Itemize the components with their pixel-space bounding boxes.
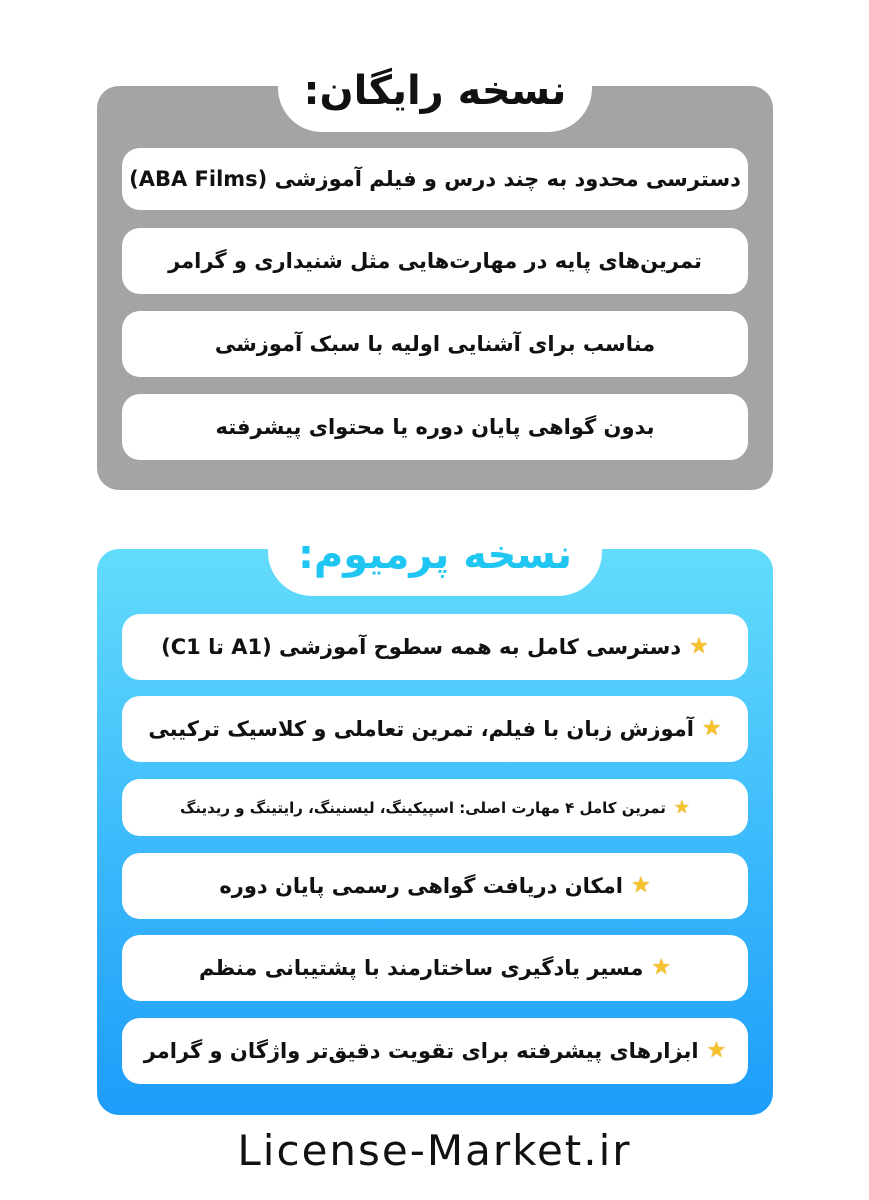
free-feature-text: دسترسی محدود به چند درس و فیلم آموزشی (ABA Films) bbox=[129, 167, 741, 191]
star-icon: ★ bbox=[651, 955, 672, 980]
premium-feature-item bbox=[122, 1018, 748, 1084]
free-feature-item bbox=[122, 228, 748, 294]
free-feature-text: بدون گواهی پایان دوره یا محتوای پیشرفته bbox=[215, 415, 655, 439]
premium-feature-text: آموزش زبان با فیلم، تمرین تعاملی و کلاسیک ترکیبی bbox=[148, 717, 694, 741]
premium-feature-text: مسیر یادگیری ساختارمند با پشتیبانی منظم bbox=[198, 956, 644, 980]
premium-feature-item bbox=[122, 935, 748, 1001]
free-feature-text: مناسب برای آشنایی اولیه با سبک آموزشی bbox=[214, 332, 656, 356]
star-icon: ★ bbox=[630, 873, 651, 898]
premium-feature-text: ابزارهای پیشرفته برای تقویت دقیق‌تر واژگان و گرامر bbox=[143, 1039, 699, 1063]
free-feature-item bbox=[122, 311, 748, 377]
free-feature-item bbox=[122, 394, 748, 460]
premium-feature-item bbox=[122, 779, 748, 836]
free-feature-text: تمرین‌های پایه در مهارت‌هایی مثل شنیداری و گرامر bbox=[168, 249, 702, 273]
free-plan-header bbox=[278, 50, 592, 132]
premium-feature-item bbox=[122, 696, 748, 762]
free-feature-item bbox=[122, 148, 748, 210]
premium-feature-text: تمرین کامل ۴ مهارت اصلی: اسپیکینگ، لیسنینگ، رایتینگ و ریدینگ bbox=[179, 798, 666, 817]
premium-feature-text: دسترسی کامل به همه سطوح آموزشی (A1 تا C1) bbox=[161, 635, 682, 659]
premium-plan-header bbox=[268, 514, 602, 596]
star-icon: ★ bbox=[701, 716, 722, 741]
star-icon: ★ bbox=[673, 796, 691, 818]
premium-feature-item bbox=[122, 853, 748, 919]
premium-feature-text: امکان دریافت گواهی رسمی پایان دوره bbox=[219, 874, 623, 898]
star-icon: ★ bbox=[689, 634, 709, 659]
star-icon: ★ bbox=[706, 1038, 727, 1063]
premium-plan-title: نسخه پرمیوم: bbox=[297, 532, 573, 578]
premium-feature-item bbox=[122, 614, 748, 680]
free-plan-title: نسخه رایگان: bbox=[303, 68, 567, 114]
site-footer: License-Market.ir bbox=[237, 1126, 632, 1175]
